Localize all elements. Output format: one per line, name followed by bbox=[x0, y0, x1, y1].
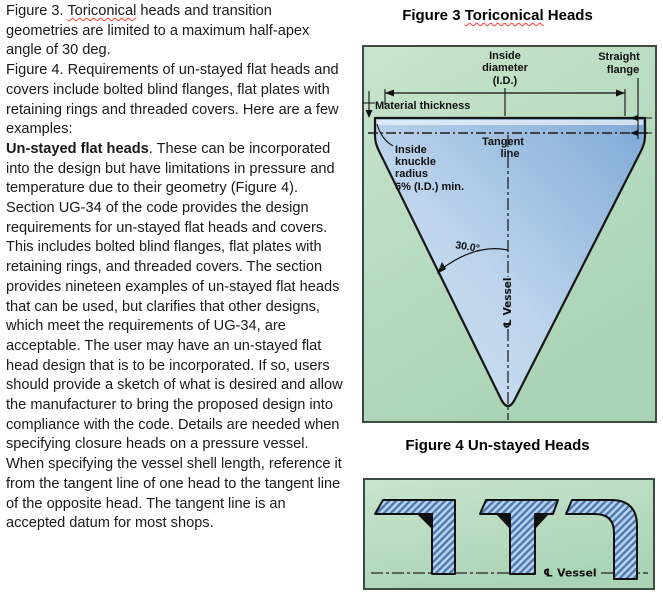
knuckle-label-line1: Inside bbox=[395, 144, 427, 156]
misspelled-word: Toriconical bbox=[67, 3, 137, 19]
tangent-label-line2: line bbox=[500, 148, 520, 160]
figure3-title-misspelled-word: Toriconical bbox=[464, 7, 544, 24]
figure4-title-text: Figure 4 Un-stayed Heads bbox=[405, 437, 590, 454]
inside-diameter-label-line3: (I.D.) bbox=[492, 75, 518, 87]
inside-diameter-label-line1: Inside bbox=[489, 50, 521, 62]
tangent-label-line1: Tangent bbox=[482, 136, 524, 148]
straight-flange-label-line2: flange bbox=[606, 64, 640, 76]
half-apex-angle-label: 30.0° bbox=[454, 239, 481, 255]
inside-diameter-label-line2: diameter bbox=[482, 62, 528, 74]
figure4-unstayed-heads-diagram bbox=[363, 478, 655, 590]
fig3-centerline-vessel-label: ℄ Vessel bbox=[502, 277, 514, 329]
paragraph-figure3-caption bbox=[6, 2, 343, 61]
figure3-title-text: Heads bbox=[543, 7, 593, 24]
head-top-highlight bbox=[377, 120, 643, 125]
knuckle-label-line3: radius bbox=[395, 168, 429, 180]
paragraph-text: Figure 3. bbox=[6, 3, 68, 19]
figure3-toriconical-head-diagram bbox=[362, 45, 657, 423]
paragraph-text: . These can be incorporated into the design but have limitations in pressure and temperature due to their geometry (Figure 4). Section UG-34 of the code provides the design requirements for un-stayed flat heads and covers. This includes bolted blind flanges, flat plates with retaining rings, and threaded covers. The section provides nineteen examples of un-stayed flat heads that can be used, but clarifies that other designs, which meet the requirements of UG-34, are acceptable. The user may have an un-stayed flat head design that is to be incorporated. If so, users should provide a sketch of what is desired and allow the manufacturer to bring the proposed design into compliance with the code. Details are needed when specifying closure heads on a pressure vessel. When specifying the vessel shell length, reference it from the tangent line of one head to the tangent line of the opposite head. The tangent line is an accepted datum for most shops. bbox=[6, 140, 343, 532]
material-thickness-label: Material thickness bbox=[375, 100, 471, 112]
article-text-column bbox=[6, 2, 343, 534]
knuckle-label-line4: 6% (I.D.) min. bbox=[395, 181, 465, 193]
fig4-centerline-vessel-label: ℄ Vessel bbox=[543, 566, 597, 580]
paragraph-figure4-caption bbox=[6, 61, 343, 140]
figure3-title bbox=[350, 7, 645, 24]
paragraph-text: Figure 4. Requirements of un-stayed flat heads and covers include bolted blind flanges, flat plates with retaining rings and threaded covers. Here are a few examples: bbox=[6, 62, 339, 138]
knuckle-label-line2: knuckle bbox=[395, 156, 436, 168]
figure4-title bbox=[350, 437, 645, 454]
paragraph-text: heads and transition geometries are limited to a maximum half-apex angle of 30 deg. bbox=[6, 3, 310, 59]
paragraph-unstayed-flat-heads bbox=[6, 140, 343, 534]
bold-lead-in: Un-stayed flat heads bbox=[6, 140, 149, 157]
figure3-title-text: Figure 3 bbox=[402, 7, 465, 24]
straight-flange-label-line1: Straight bbox=[598, 51, 640, 63]
